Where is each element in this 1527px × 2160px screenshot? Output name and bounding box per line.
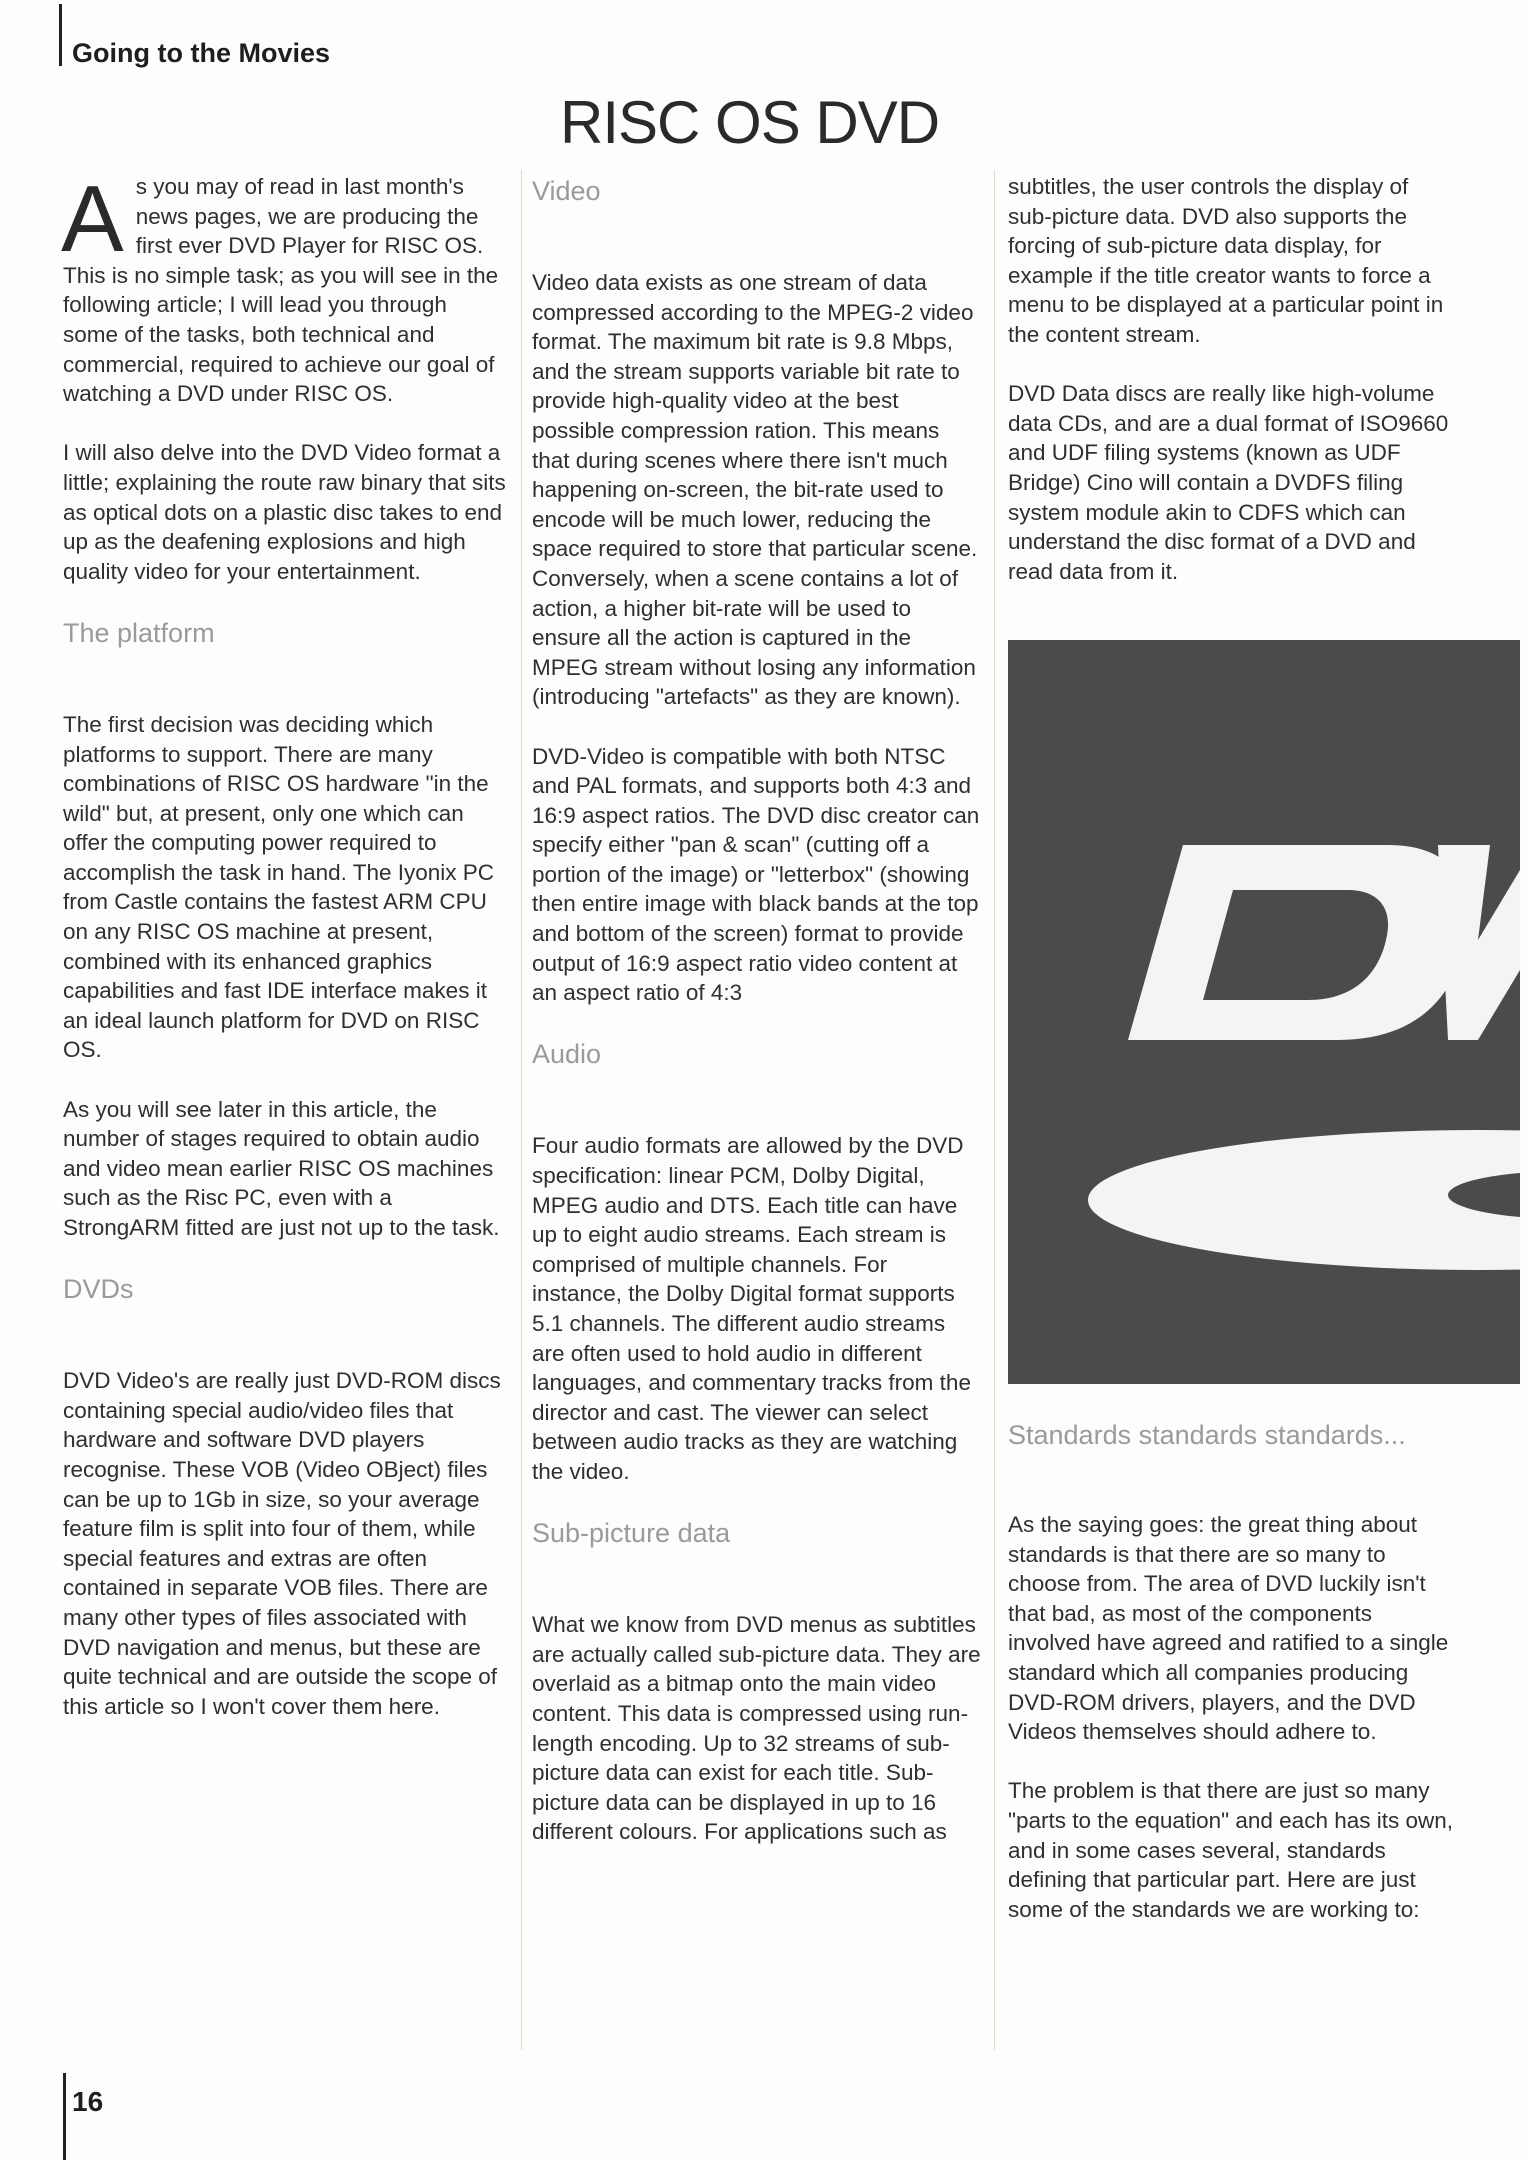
subpicture-paragraph: What we know from DVD menus as subtitles are actually called sub-picture data. They are overlaid as a bitmap onto the main video content. This data is compressed using run-length encoding. Up to 32 streams of sub-picture data can exist for each title. Sub-picture data can be displayed in up to 16 different colours. For applications such as — [532, 1612, 981, 1845]
column-1 — [61, 166, 508, 1751]
intro-paragraph: As you may of read in last month's news pages, we are producing the first ever DVD Player for RISC OS. This is no simple task; as you will see in the following article; I will lead you through some of the tasks, both technical and commercial, required to achieve our goal of watching a DVD under RISC OS. — [61, 166, 499, 407]
column-3 — [1008, 172, 1458, 616]
platform-paragraph-2: As you will see later in this article, the number of stages required to obtain audio and video mean earlier RISC OS machines such as the Risc PC, even with a StrongARM fitted are just not up to the task. — [63, 1096, 500, 1240]
column-2 — [532, 174, 982, 1877]
heading-sub-picture: Sub-picture data — [532, 1518, 731, 1549]
drop-cap: A — [61, 166, 124, 271]
heading-platform: The platform — [63, 617, 215, 648]
footer-rule — [63, 2073, 66, 2160]
standards-paragraph-2: The problem is that there are just so many "parts to the equation" and each has its own, and in some cases several, standards defining that particular part. Here are just some of the standards we are working to: — [1008, 1778, 1454, 1922]
video-paragraph-1: Video data exists as one stream of data compressed according to the MPEG-2 video format. The maximum bit rate is 9.8 Mbps, and the stream supports variable bit rate to provide high-quality video at the best possible compression ration. This means that during scenes where there isn't much happening on-screen, the bit-rate used to encode will be much lower, reducing the space required to store that particular scene. Conversely, when a scene contains a lot of action, a higher bit-rate will be used to ensure all the action is captured in the MPEG stream without losing any information (introducing "artefacts" as they are known). — [532, 270, 978, 710]
heading-dvds: DVDs — [63, 1274, 134, 1305]
subpicture-continued: subtitles, the user controls the display of sub-picture data. DVD also supports the forcing of sub-picture data display, for example if the title creator wants to force a menu to be displayed at a particular point in the content stream. — [1008, 174, 1444, 347]
section-title: Going to the Movies — [72, 38, 331, 68]
data-discs-paragraph: DVD Data discs are really like high-volume data CDs, and are a dual format of ISO9660 and UDF filing systems (known as UDF Bridge) Cino will contain a DVDFS filing system module akin to CDFS which can understand the disc format of a DVD and read data from it. — [1008, 381, 1449, 584]
audio-paragraph: Four audio formats are allowed by the DVD specification: linear PCM, Dolby Digital, MPEG audio and DTS. Each title can have up to eight audio streams. Each stream is comprised of multiple channels. For instance, the Dolby Digital format supports 5.1 channels. The different audio streams are often used to hold audio in different languages, and commentary tracks from the director and cast. The viewer can select between audio tracks as they are watching the video. — [532, 1133, 971, 1484]
page-number: 16 — [72, 2086, 104, 2117]
column-3-lower — [1008, 1418, 1458, 1954]
standards-paragraph-1: As the saying goes: the great thing about standards is that there are so many to choose from. The area of DVD luckily isn't that bad, as most of the components involved have agreed and ratified to a single standard which all companies producing DVD-ROM drivers, players, and the DVD Videos themselves should adhere to. — [1008, 1512, 1449, 1745]
header-rule — [59, 4, 62, 66]
video-paragraph-2: DVD-Video is compatible with both NTSC and PAL formats, and supports both 4:3 and 16:9 aspect ratios. The DVD disc creator can specify either "pan & scan" (cutting off a portion of the image) or "letterbox" (showing then entire image with black bands at the top and bottom of the screen) format to provide output of 16:9 aspect ratio video content at an aspect ratio of 4:3 — [532, 743, 980, 1006]
heading-audio: Audio — [532, 1039, 602, 1070]
heading-video: Video — [532, 176, 601, 206]
heading-standards: Standards standards standards... — [1008, 1420, 1406, 1450]
platform-paragraph-1: The first decision was deciding which platforms to support. There are many combinations of RISC OS hardware "in the wild" but, at present, only one which can offer the computing power required to accomplish the task in hand. The Iyonix PC from Castle contains the fastest ARM CPU on any RISC OS machine at present, combined with its enhanced graphics capabilities and fast IDE interface makes it an ideal launch platform for DVD on RISC OS. — [63, 711, 495, 1063]
article-title: RISC OS DVD — [560, 89, 940, 156]
intro-paragraph-2: I will also delve into the DVD Video format a little; explaining the route raw binary that sits as optical dots on a plastic disc takes to end up as the deafening explosions and high quality video for your entertainment. — [63, 440, 506, 584]
dvds-paragraph: DVD Video's are really just DVD-ROM discs containing special audio/video files that hardware and software DVD players recognise. These VOB (Video OBject) files can be up to 1Gb in size, so your average feature film is split into four of them, while special features and extras are often contained in separate VOB files. There are many other types of files associated with DVD navigation and menus, but these are quite technical and are outside the scope of this article so I won't cover them here. — [63, 1368, 501, 1719]
column-divider — [994, 170, 995, 2050]
dvd-logo-icon — [1008, 640, 1520, 1384]
dvd-logo-image — [1008, 640, 1520, 1384]
column-divider — [521, 170, 522, 2050]
